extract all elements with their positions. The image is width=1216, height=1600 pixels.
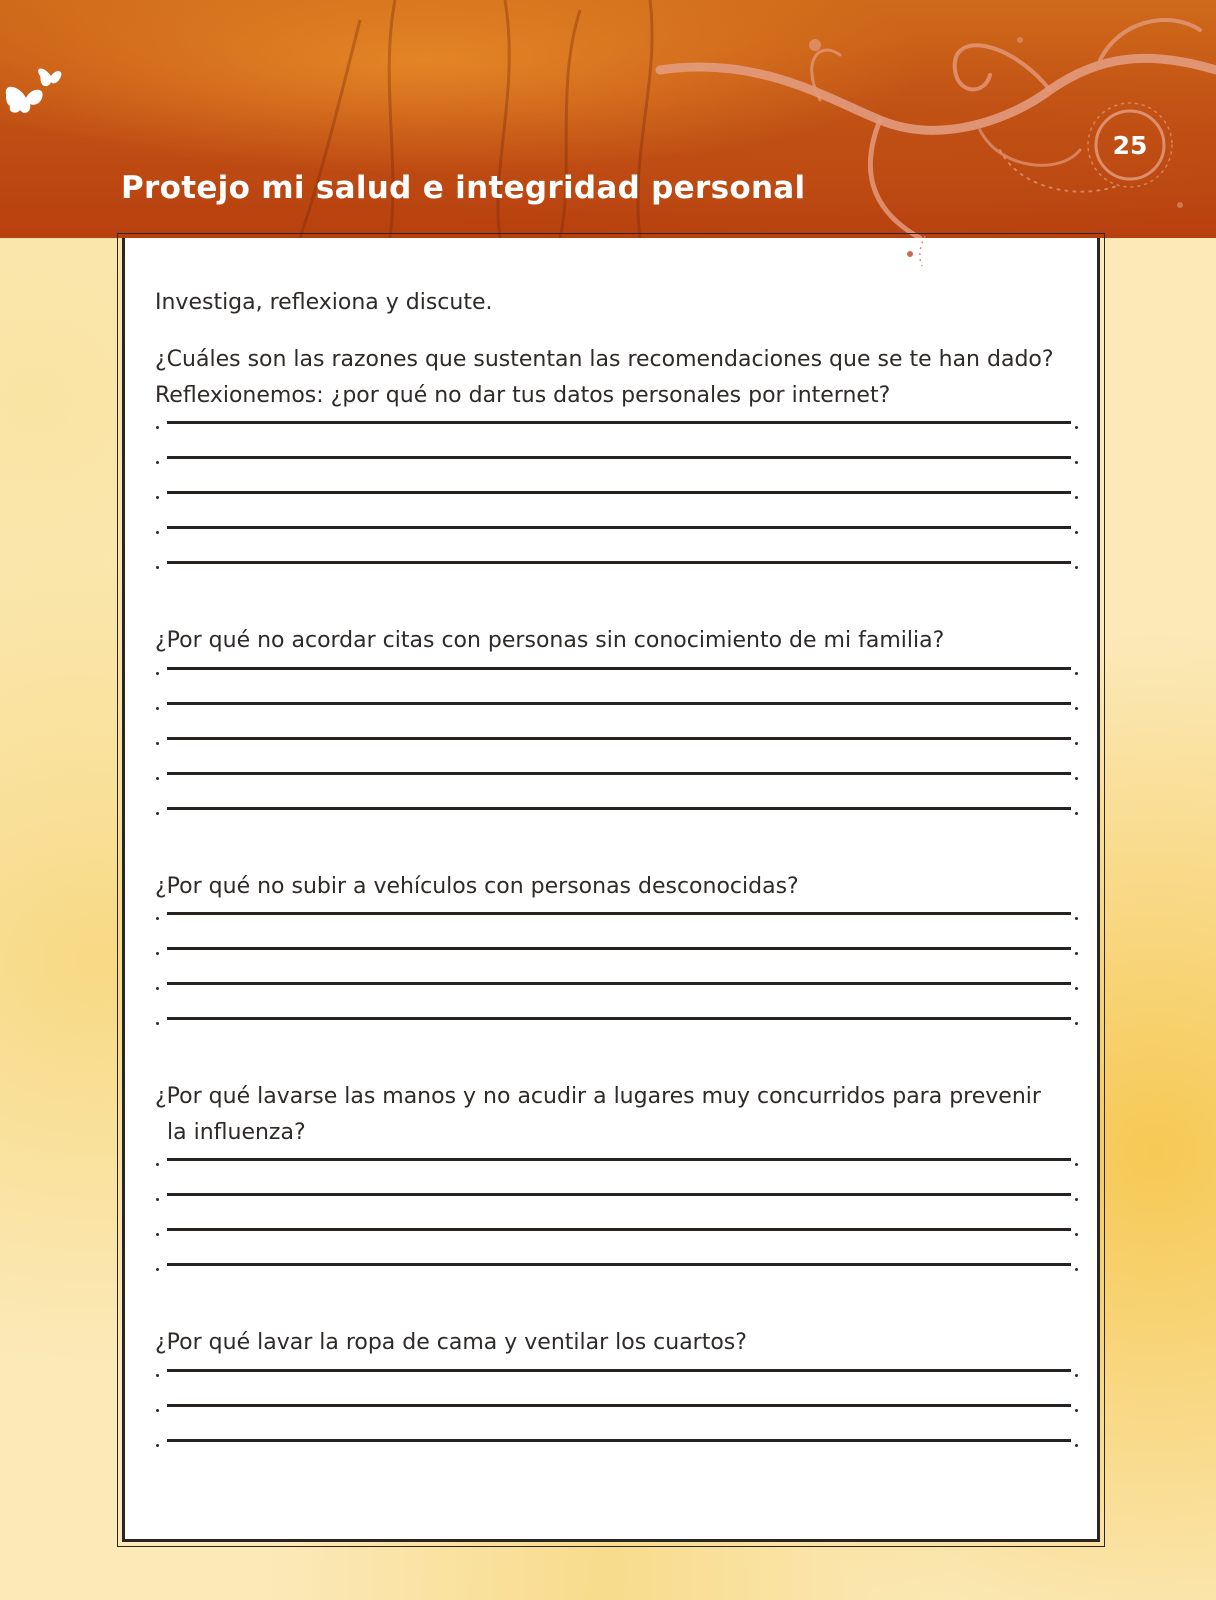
answer-line[interactable]	[155, 1263, 1078, 1275]
answer-rule	[167, 491, 1071, 494]
answer-rule	[167, 1369, 1071, 1372]
question-text	[155, 1079, 1041, 1150]
answer-rule	[167, 526, 1071, 529]
answer-line[interactable]	[155, 421, 1078, 433]
answer-rule	[167, 1439, 1071, 1442]
answer-rule	[167, 561, 1071, 564]
answer-line[interactable]	[155, 667, 1078, 679]
header-banner	[0, 0, 1216, 238]
question-line: ¿Por qué no acordar citas con personas sin conocimiento de mi familia?	[155, 628, 945, 653]
instructions-text: Investiga, reflexiona y discute.	[155, 290, 493, 315]
answer-rule	[167, 807, 1071, 810]
answer-line[interactable]	[155, 702, 1078, 714]
answer-rule	[167, 421, 1071, 424]
question-line: ¿Por qué lavarse las manos y no acudir a lugares muy concurridos para prevenir	[155, 1084, 1041, 1109]
answer-line[interactable]	[155, 772, 1078, 784]
answer-line[interactable]	[155, 1439, 1078, 1451]
answer-rule	[167, 1263, 1071, 1266]
answer-line[interactable]	[155, 807, 1078, 819]
answer-rule	[167, 667, 1071, 670]
answer-rule	[167, 1228, 1071, 1231]
answer-rule	[167, 982, 1071, 985]
answer-rule	[167, 1017, 1071, 1020]
answer-rule	[167, 702, 1071, 705]
swirl-tail-decoration	[900, 236, 960, 286]
answer-line[interactable]	[155, 912, 1078, 924]
answer-line[interactable]	[155, 491, 1078, 503]
question-text	[155, 623, 944, 659]
answer-line[interactable]	[155, 1158, 1078, 1170]
question-line: ¿Por qué no subir a vehículos con personas desconocidas?	[155, 873, 799, 899]
answer-rule	[167, 1193, 1071, 1196]
answer-line[interactable]	[155, 1193, 1078, 1205]
answer-line[interactable]	[155, 947, 1078, 959]
question-text	[155, 342, 1054, 413]
answer-line[interactable]	[155, 526, 1078, 538]
answer-rule	[167, 947, 1071, 950]
answer-line[interactable]	[155, 1228, 1078, 1240]
answer-line[interactable]	[155, 1404, 1078, 1416]
question-line: Reflexionemos: ¿por qué no dar tus datos personales por internet?	[155, 382, 891, 408]
answer-rule	[167, 772, 1071, 775]
answer-line[interactable]	[155, 561, 1078, 573]
question-line: ¿Por qué lavar la ropa de cama y ventilar los cuartos?	[155, 1330, 747, 1355]
answer-line[interactable]	[155, 737, 1078, 749]
answer-rule	[167, 1158, 1071, 1161]
answer-line[interactable]	[155, 456, 1078, 468]
question-text	[155, 869, 799, 905]
answer-rule	[167, 737, 1071, 740]
worksheet-box	[122, 238, 1100, 1542]
butterfly-icon	[4, 64, 66, 120]
page-number: 25	[1112, 131, 1148, 160]
question-text	[155, 1325, 747, 1361]
page-title: Protejo mi salud e integridad personal	[121, 170, 806, 206]
answer-line[interactable]	[155, 982, 1078, 994]
answer-line[interactable]	[155, 1017, 1078, 1029]
question-line: ¿Cuáles son las razones que sustentan las recomendaciones que se te han dado?	[155, 347, 1054, 372]
answer-rule	[167, 1404, 1071, 1407]
answer-line[interactable]	[155, 1369, 1078, 1381]
answer-rule	[167, 912, 1071, 915]
answer-rule	[167, 456, 1071, 459]
question-line: la influenza?	[167, 1119, 306, 1145]
